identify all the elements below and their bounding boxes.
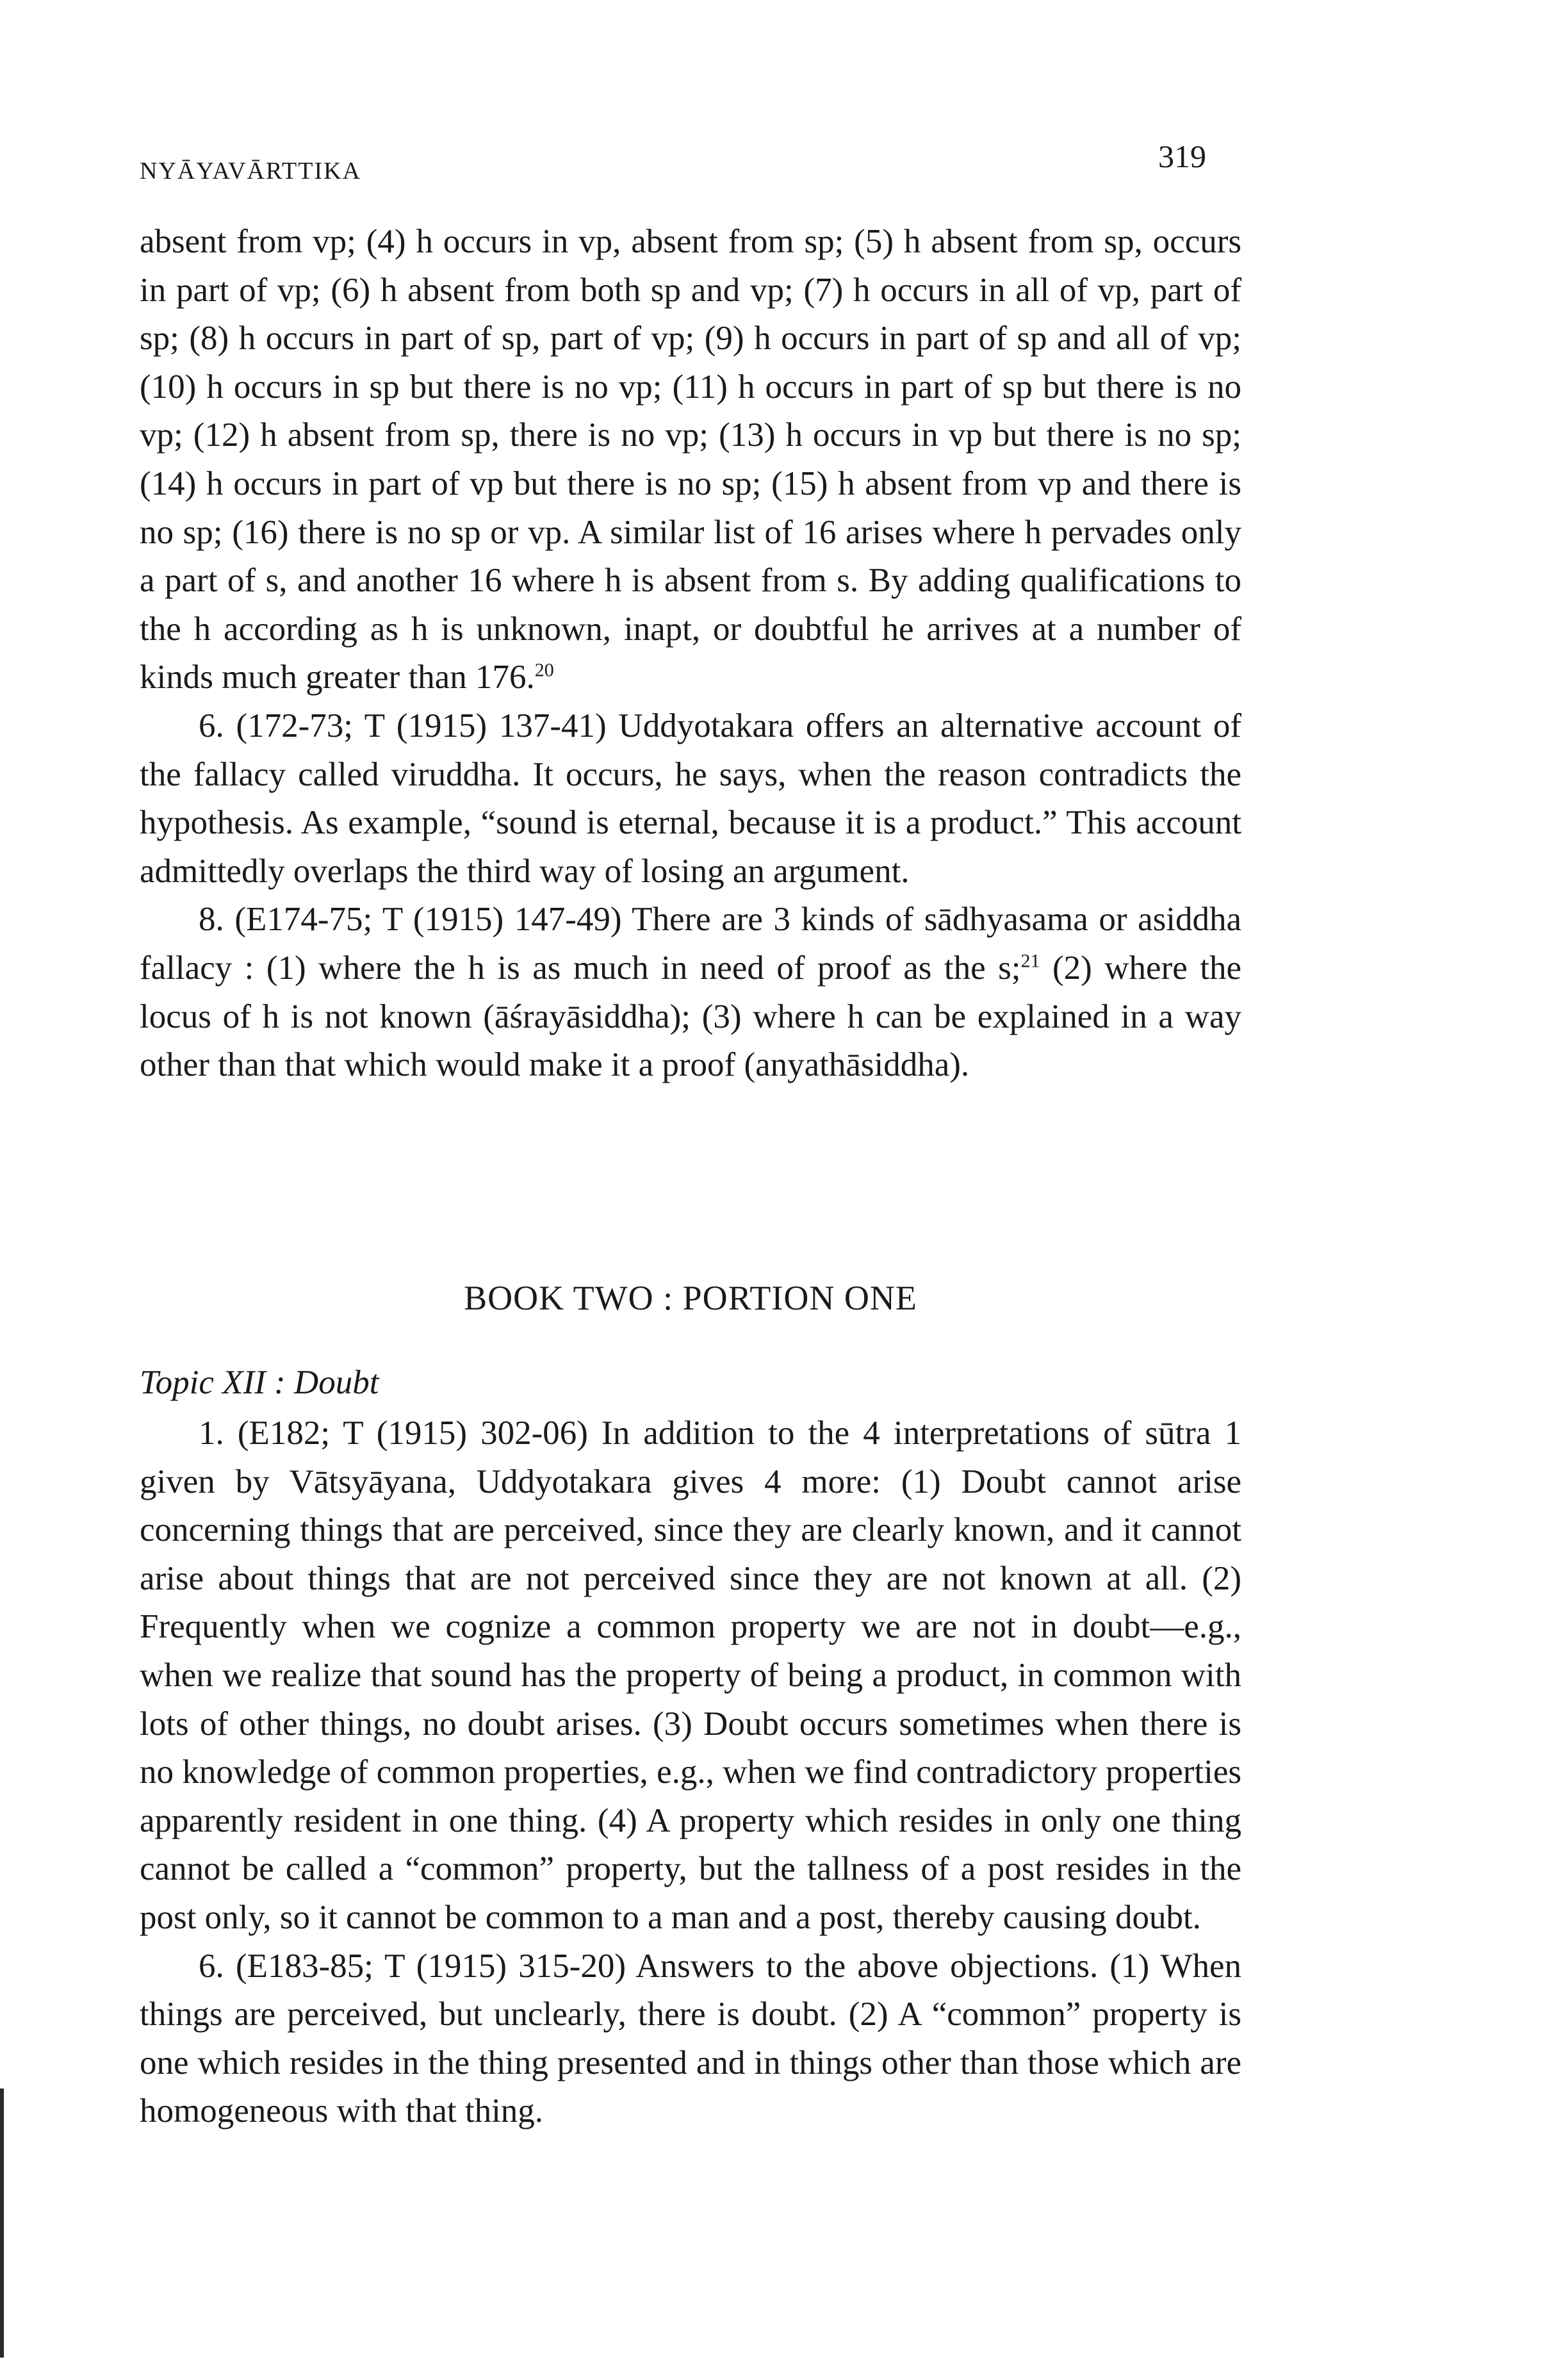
body-text-bottom: [140, 1409, 1241, 2136]
topic-heading: Topic XII : Doubt: [140, 1364, 379, 1401]
scan-edge-mark: [0, 2089, 4, 2358]
paragraph-text: absent from vp; (4) h occurs in vp, absent from sp; (5) h absent from sp, occurs in part of vp; (6) h absent from both sp and vp; (7) h occurs in all of vp, part of sp; (8) h occurs in part of sp, part of vp; (9) h occurs in part of sp and all of vp; (10) h occurs in sp but there is no vp; (11) h occurs in part of sp but there is no vp; (12) h absent from sp, there is no vp; (13) h occurs in vp but there is no sp; (14) h occurs in part of vp but there is no sp; (15) h absent from vp and there is no sp; (16) there is no sp or vp. A similar list of 16 arises where h pervades only a part of s, and another 16 where h is absent from s. By adding qualifications to the h according as h is unknown, inapt, or doubtful he arrives at a number of kinds much greater than 176.: [140, 223, 1241, 696]
footnote-ref-21: 21: [1020, 950, 1040, 972]
paragraph-note-6-answers: 6. (E183-85; T (1915) 315-20) Answers to the above objections. (1) When things are perceived, but unclearly, there is doubt. (2) A “common” property is one which resides in the thing presented and in things other than those which are homogeneous with that thing.: [140, 1947, 1241, 2130]
paragraph-text-a: 8. (E174-75; T (1915) 147-49) There are 3 kinds of sādhyasama or asiddha fallacy : (1) where the h is as much in need of proof as the s;: [140, 901, 1241, 987]
body-text-top: [140, 218, 1241, 1090]
section-heading: BOOK TWO : PORTION ONE: [464, 1279, 917, 1317]
paragraph-note-1-doubt: 1. (E182; T (1915) 302-06) In addition to the 4 interpretations of sūtra 1 given by Vātsyāyana, Uddyotakara gives 4 more: (1) Doubt cannot arise concerning things that are perceived, since they are clearly known, and it cannot arise about things that are not perceived since they are not known at all. (2) Frequently when we cognize a common property we are not in doubt—e.g., when we realize that sound has the property of being a product, in common with lots of other things, no doubt arises. (3) Doubt occurs sometimes when there is no knowledge of common properties, e.g., when we find contradictory properties apparently resident in one thing. (4) A property which resides in only one thing cannot be called a “common” property, but the tallness of a post resides in the post only, so it cannot be common to a man and a post, thereby causing doubt.: [140, 1415, 1241, 1936]
running-head: NYĀYAVĀRTTIKA: [140, 158, 362, 185]
page-number: 319: [1158, 138, 1206, 174]
paragraph-note-6-viruddha: 6. (172-73; T (1915) 137-41) Uddyotakara offers an alternative account of the fallacy called viruddha. It occurs, he says, when the reason contradicts the hypothesis. As example, “sound is eternal, because it is a product.” This account admittedly overlaps the third way of losing an argument.: [140, 707, 1241, 890]
paragraph-note-8-sadhyasama: [140, 896, 1241, 1089]
paragraph-continued-list: [140, 218, 1241, 702]
footnote-ref-20: 20: [534, 659, 554, 681]
paragraph-text-b: (2) where the locus of h is not known (āśrayāsiddha); (3) where h can be explained in a way other than that which would make it a proof (anyathāsiddha).: [140, 949, 1241, 1084]
